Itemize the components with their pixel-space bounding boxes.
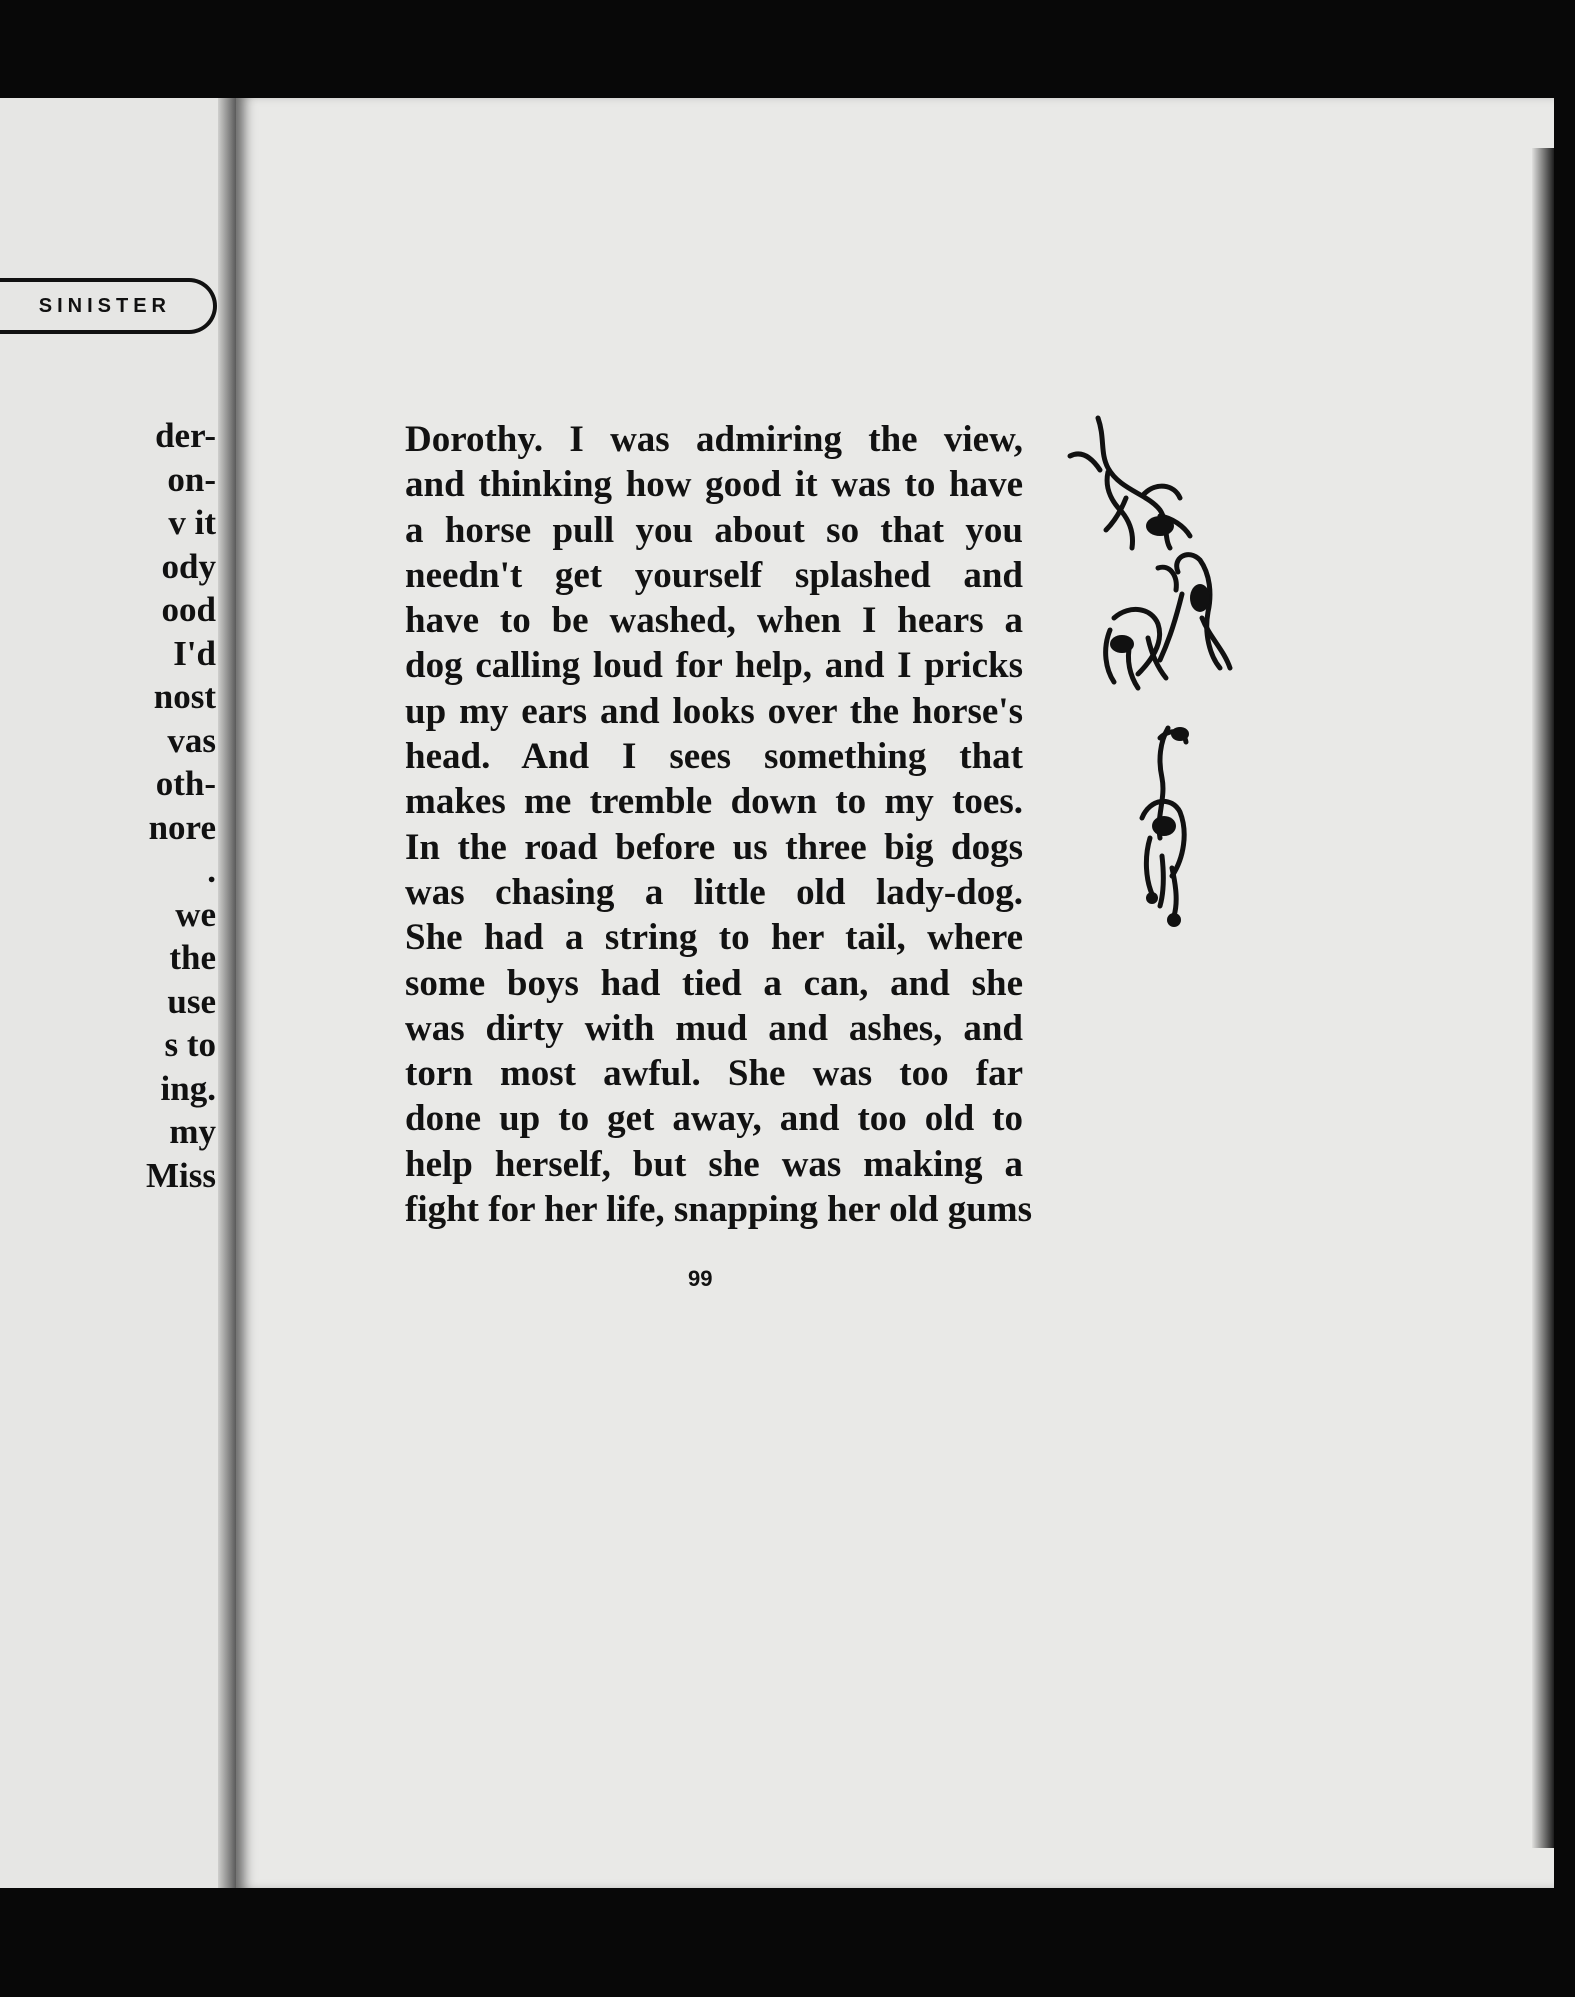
text-line: Dorothy. I was admiring the view, — [405, 419, 1023, 460]
text-line: fight for her life, snapping her old gums — [405, 1189, 1033, 1231]
left-page-text — [16, 414, 216, 1197]
text-line: use — [167, 981, 216, 1021]
text-line: . — [207, 851, 216, 890]
text-line: dog calling loud for help, and I pricks — [405, 645, 1023, 687]
text-line: up my ears and looks over the horse's — [405, 690, 1023, 732]
text-line: ood — [161, 590, 216, 629]
gutter-shadow — [218, 98, 236, 1888]
text-line: In the road before us three big dogs — [405, 826, 1023, 868]
page-body-text — [405, 417, 1033, 1232]
text-line: a horse pull you about so that you — [405, 509, 1023, 551]
text-line: head. And I sees something that — [405, 736, 1023, 778]
text-line: have to be washed, when I hears a — [405, 600, 1023, 642]
text-line: Miss — [146, 1155, 216, 1195]
text-line: v it — [168, 503, 216, 542]
left-page — [0, 98, 236, 1888]
text-line: oth- — [155, 764, 216, 803]
running-head — [0, 278, 217, 334]
text-line: nost — [153, 677, 216, 716]
running-head-title: SINISTER — [38, 294, 171, 317]
page-edge-shadow — [1532, 148, 1554, 1848]
text-line: ody — [161, 546, 216, 586]
text-line: needn't get yourself splashed and — [405, 554, 1023, 596]
text-line: and thinking how good it was to have — [405, 464, 1023, 506]
text-line: on- — [167, 459, 216, 499]
text-line: vas — [167, 720, 216, 760]
page-number: 99 — [688, 1266, 713, 1291]
text-line: torn most awful. She was too far — [405, 1053, 1023, 1095]
right-page — [236, 98, 1554, 1888]
text-line: I'd — [173, 633, 216, 673]
text-line: ing. — [160, 1068, 216, 1108]
text-line: we — [175, 894, 216, 934]
text-line: der- — [155, 416, 216, 455]
text-line: She had a string to her tail, where — [405, 917, 1023, 959]
text-line: help herself, but she was making a — [405, 1143, 1023, 1185]
text-line: was dirty with mud and ashes, and — [405, 1007, 1023, 1049]
text-line: was chasing a little old lady-dog. — [405, 871, 1023, 913]
text-line: s to — [164, 1025, 216, 1064]
text-line: done up to get away, and too old to — [405, 1098, 1023, 1140]
text-line: my — [169, 1112, 216, 1151]
text-line: some boys had tied a can, and she — [405, 962, 1023, 1004]
text-line: makes me tremble down to my toes. — [405, 781, 1023, 823]
text-line: the — [169, 938, 216, 977]
text-line: nore — [148, 807, 216, 847]
running-dogs-icon — [1060, 398, 1235, 1018]
